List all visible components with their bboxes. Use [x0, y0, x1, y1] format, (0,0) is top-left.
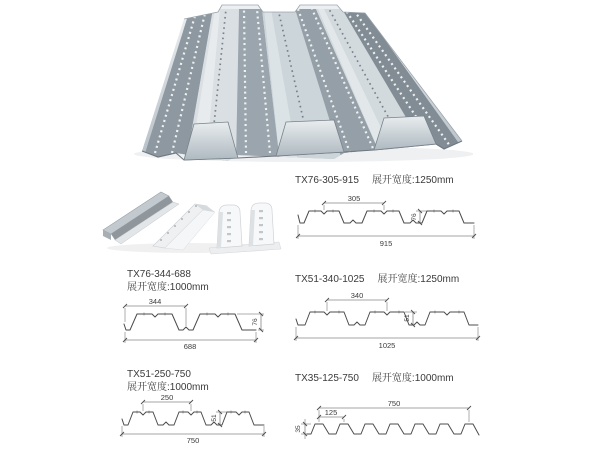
dim-top: 344 — [148, 297, 162, 306]
sample-piece-right — [209, 203, 281, 254]
unfold-width: 展开宽度:1000mm — [127, 382, 209, 393]
unfold-width: 展开宽度:1000mm — [127, 282, 209, 293]
drawing-tx76-305-915 — [293, 192, 478, 250]
profile-outline — [122, 412, 264, 425]
dim-height: 35 — [295, 425, 302, 433]
profile-outline — [124, 314, 256, 330]
dim-top: 250 — [160, 394, 174, 402]
profile-outline — [307, 424, 479, 435]
model-name: TX51-250-750 — [127, 369, 191, 380]
dim-height: 76 — [411, 213, 418, 221]
label-tx76-344-688 — [127, 268, 209, 294]
drawing-tx76-344-688 — [120, 296, 272, 352]
profile-outline — [298, 211, 474, 223]
unfold-width: 展开宽度:1250mm — [371, 175, 454, 186]
dim-bottom: 1025 — [378, 341, 396, 350]
rib-front-2 — [276, 120, 344, 156]
dim-bottom: 915 — [379, 239, 393, 248]
drawing-tx51-250-750 — [118, 394, 280, 446]
model-name: TX76-305-915 — [295, 175, 359, 186]
model-name: TX51-340-1025 — [295, 274, 365, 285]
dim-bottom: 688 — [183, 342, 197, 351]
profile-outline — [296, 312, 478, 325]
dim-height: 51 — [404, 314, 411, 322]
label-tx76-305-915 — [295, 174, 454, 187]
dim-pitch: 125 — [324, 408, 338, 417]
model-name: TX35-125-750 — [295, 373, 359, 384]
label-tx35-125-750 — [295, 372, 454, 385]
model-name: TX76-344-688 — [127, 269, 191, 280]
unfold-width: 展开宽度:1000mm — [371, 373, 454, 384]
unfold-width: 展开宽度:1250mm — [377, 274, 460, 285]
dim-height: 76 — [252, 318, 259, 326]
dim-top: 340 — [350, 291, 364, 300]
label-tx51-250-750 — [127, 368, 209, 394]
drawing-tx51-340-1025 — [293, 290, 481, 352]
dim-top: 305 — [347, 194, 361, 203]
deck-profile-samples-photo — [97, 170, 282, 258]
drawing-tx35-125-750 — [291, 396, 486, 444]
galvanized-floor-deck-photo — [128, 3, 473, 165]
dim-top: 750 — [387, 399, 401, 408]
dim-bottom: 750 — [186, 436, 200, 445]
label-tx51-340-1025 — [295, 273, 459, 286]
dim-height: 51 — [211, 414, 218, 422]
